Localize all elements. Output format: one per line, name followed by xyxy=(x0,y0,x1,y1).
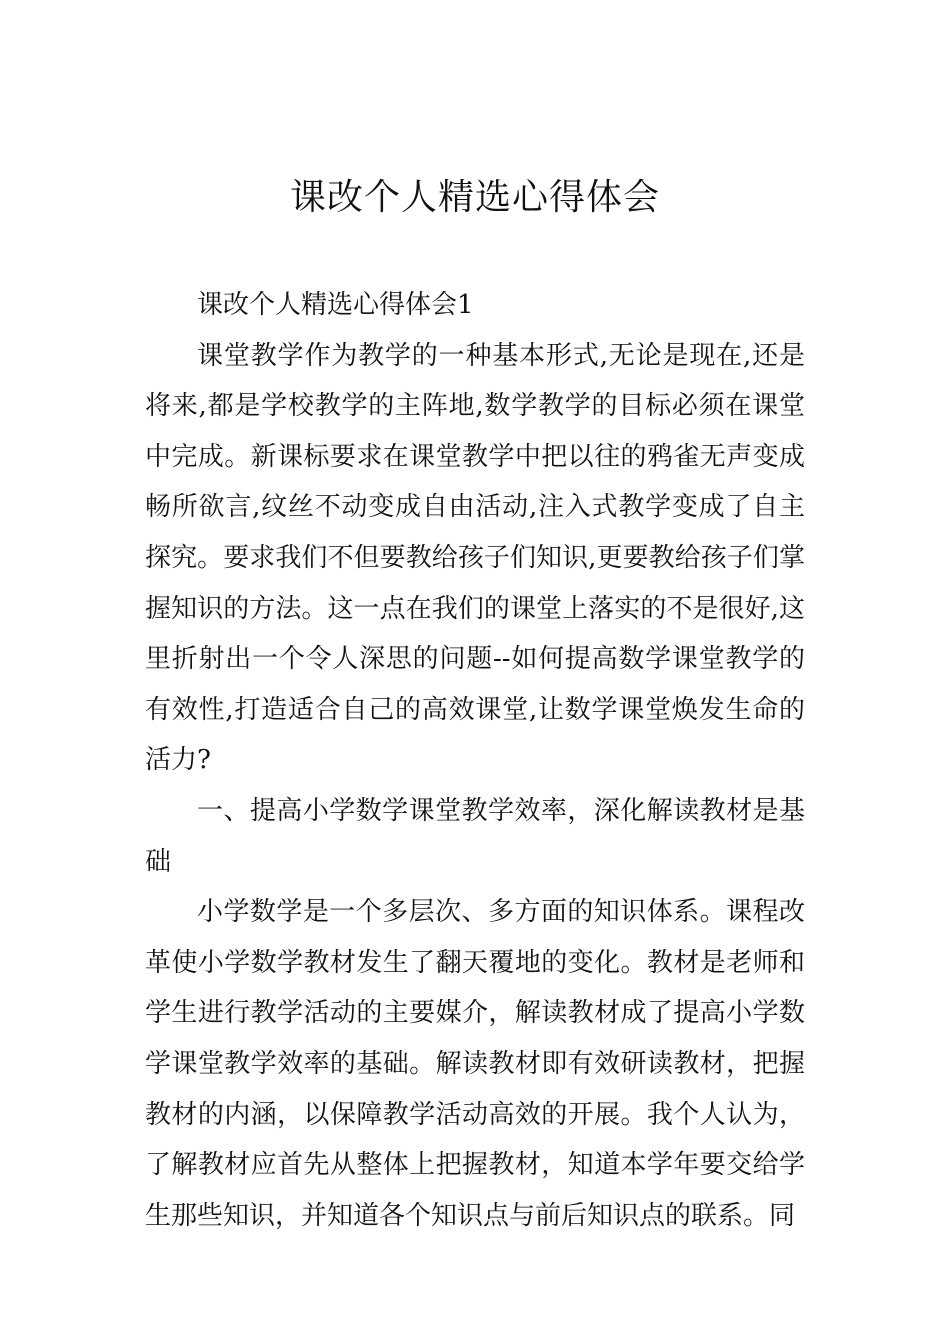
body-paragraph: 课堂教学作为教学的一种基本形式,无论是现在,还是将来,都是学校教学的主阵地,数学教学的目标必须在课堂中完成。新课标要求在课堂教学中把以往的鸦雀无声变成畅所欲言,纹丝不动变成自由活动,注入式教学变成了自主探究。要求我们不但要教给孩子们知识,更要教给孩子们掌握知识的方法。这一点在我们的课堂上落实的不是很好,这里折射出一个令人深思的问题--如何提高数学课堂教学的有效性,打造适合自己的高效课堂,让数学课堂焕发生命的活力? xyxy=(145,340,805,776)
subsection-heading: 一、提高小学数学课堂教学效率，深化解读教材是基础 xyxy=(145,795,805,877)
document-title: 课改个人精选心得体会 xyxy=(289,177,660,218)
body-paragraph: 小学数学是一个多层次、多方面的知识体系。课程改革使小学数学教材发生了翻天覆地的变化。教材是老师和学生进行教学活动的主要媒介，解读教材成了提高小学数学课堂教学效率的基础。解读教材即有效研读教材，把握教材的内涵，以保障教学活动高效的开展。我个人认为，了解教材应首先从整体上把握教材，知道本学年要交给学生那些知识，并知道各个知识点与前后知识点的联系。同 xyxy=(145,897,805,1231)
document-body xyxy=(145,280,805,1241)
section-heading: 课改个人精选心得体会1 xyxy=(197,290,474,320)
